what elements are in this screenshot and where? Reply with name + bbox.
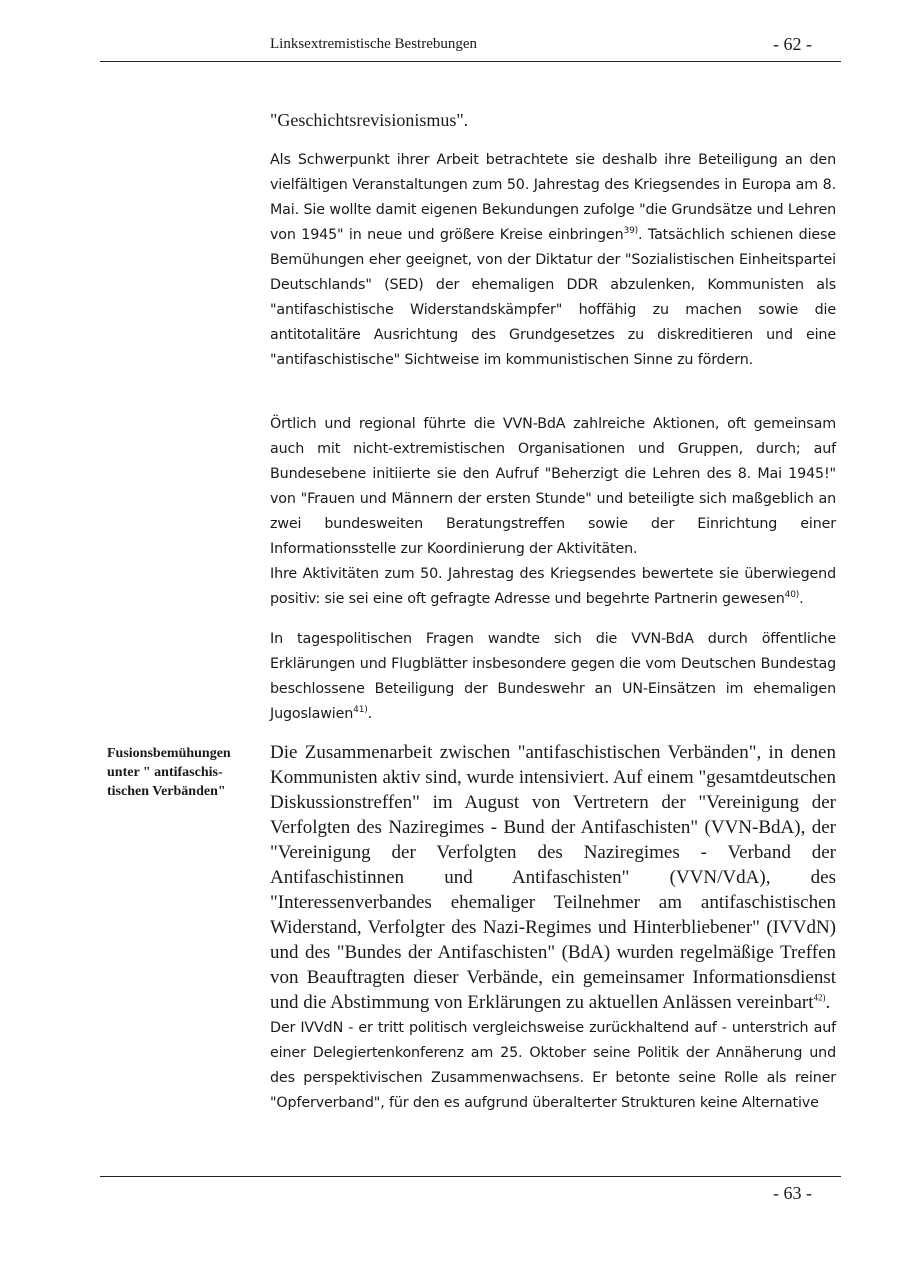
footnote-ref: 41) — [353, 705, 368, 716]
margin-note-line: tischen Verbänden" — [107, 784, 226, 799]
paragraph-1-text: Als Schwerpunkt ihrer Arbeit betrachtete sie deshalb ihre Beteiligung an den vielfältigen Veranstaltungen zum 50. Jahrestag des Kriegsendes in Europa am 8. Mai. Sie wollte damit eigenen Bekundungen zufolge "die Grundsätze und Lehren von 1945" in neue und größere Kreise einbringen — [270, 152, 836, 243]
margin-note-line: Fusionsbemühungen — [107, 746, 231, 761]
margin-note-line: unter " antifaschis- — [107, 765, 223, 780]
paragraph-1-rest: . Tatsächlich schienen diese Bemühungen eher geeignet, von der Diktatur der "Sozialistischen Einheitspartei Deutschlands" (SED) der ehemaligen DDR abzulenken, Kommunisten als "antifaschistische Widerstandskämpfer" hoffähig zu machen sowie die antitotalitäre Ausrichtung des Grundgesetzes zu diskreditieren und eine "antifaschistische" Sichtweise im kommunistischen Sinne zu fördern. — [270, 227, 836, 368]
paragraph-0: "Geschichtsrevisionismus". — [270, 110, 469, 130]
margin-note — [107, 744, 257, 801]
paragraph-2-text: Örtlich und regional führte die VVN-BdA zahlreiche Aktionen, oft gemeinsam auch mit nicht-extremistischen Organisationen und Gruppen, durch; auf Bundesebene initiierte sie den Aufruf "Beherzigt die Lehren des 8. Mai 1945!" von "Frauen und Männern der ersten Stunde" und beteiligte sich maßgeblich an zwei bundesweiten Beratungstreffen sowie der Einrichtung einer Informationsstelle zur Koordinierung der Aktivitäten. — [270, 416, 836, 557]
paragraph-5-text: Der IVVdN - er tritt politisch vergleichsweise zurückhaltend auf - unterstrich auf einer Delegiertenkonferenz am 25. Oktober seine Politik der Annäherung und des perspektivischen Zusammenwachsens. Er betonte seine Rolle als reiner "Opferverband", für den es aufgrund überalterter Strukturen keine Alternative — [270, 1020, 836, 1111]
footer-rule — [100, 1176, 841, 1177]
footnote-ref: 40) — [784, 590, 800, 601]
paragraph-3-rest: . — [367, 706, 373, 722]
footnote-ref: 39) — [623, 226, 639, 237]
paragraph-5 — [270, 1016, 836, 1116]
paragraph-4 — [270, 740, 836, 1015]
header-rule — [100, 61, 841, 62]
paragraph-2-rest: . — [799, 591, 804, 607]
paragraph-4-rest: . — [825, 992, 831, 1013]
paragraph-3-text: In tagespolitischen Fragen wandte sich die VVN-BdA durch öffentliche Erklärungen und Flugblätter insbesondere gegen die vom Deutschen Bundestag beschlossene Beteiligung der Bundeswehr an UN-Einsätzen im ehemaligen Jugoslawien — [270, 631, 836, 722]
paragraph-2-text2: Ihre Aktivitäten zum 50. Jahrestag des Kriegsendes bewertete sie überwiegend positiv: sie sei eine oft gefragte Adresse und begehrte Partnerin gewesen — [270, 566, 836, 607]
header-page-number: - 62 - — [773, 34, 812, 54]
paragraph-3 — [270, 627, 836, 727]
running-header-title: Linksextremistische Bestrebungen — [270, 36, 478, 52]
paragraph-heading-fragment — [270, 108, 836, 133]
paragraph-4-text: Die Zusammenarbeit zwischen "antifaschistischen Verbänden", in denen Kommunisten aktiv sind, wurde intensiviert. Auf einem "gesamtdeutschen Diskussionstreffen" im August von Vertretern der "Vereinigung der Verfolgten des Naziregimes - Bund der Antifaschisten" (VVN-BdA), der "Vereinigung der Verfolgten des Naziregimes - Verband der Antifaschistinnen und Antifaschisten" (VVN/VdA), des "Interessenverbandes ehemaliger Teilnehmer am antifaschistischen Widerstand, Verfolgter des Nazi-Regimes und Hinterbliebener" (IVVdN) und des "Bundes der Antifaschisten" (BdA) wurden regelmäßige Treffen von Beauftragten dieser Verbände, ein gemeinsamer Informationsdienst und die Abstimmung von Erklärungen zu aktuellen Anlässen vereinbart — [270, 742, 836, 1013]
paragraph-2 — [270, 412, 836, 612]
paragraph-1 — [270, 148, 836, 373]
footnote-ref: 42) — [813, 992, 826, 1003]
footer-page-number: - 63 - — [773, 1183, 812, 1203]
